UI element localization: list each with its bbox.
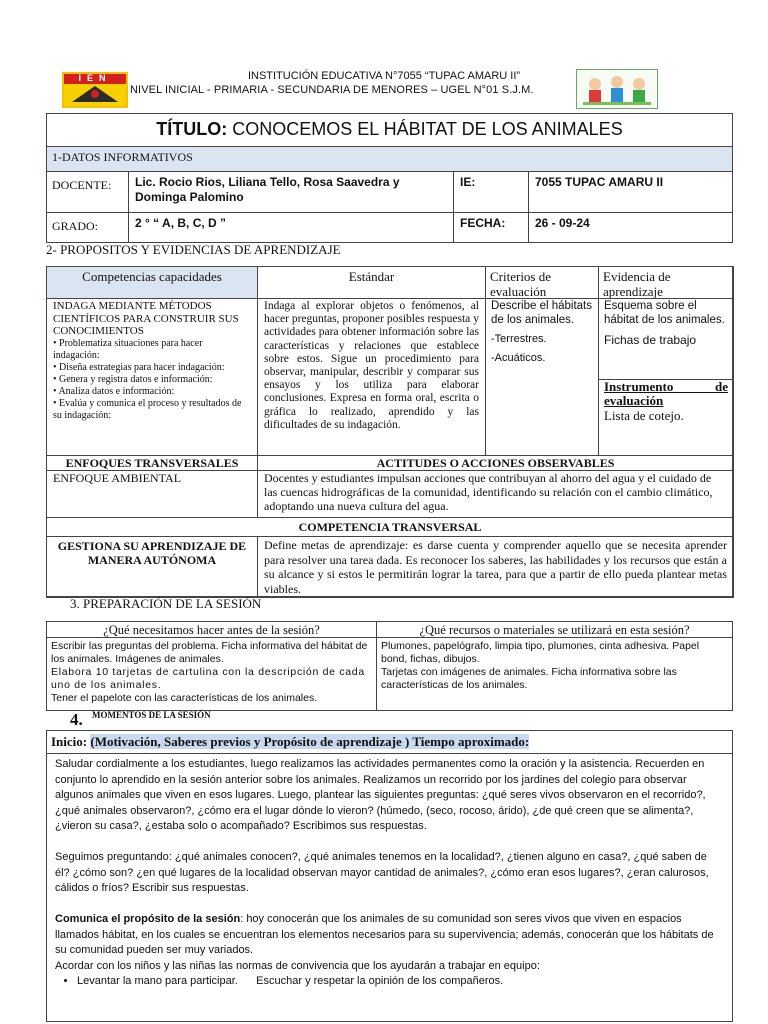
recursos-cell (376, 637, 733, 711)
col-criterios: Criterios de evaluación (485, 266, 599, 299)
actitudes-text: Docentes y estudiantes impulsan acciones que contribuyan al ahorro del agua y el cuidado de las cuencas hidrográficas de la comunidad, identificando su relación con el cambio climático, adoptando una nueva cultura del agua. (257, 470, 734, 518)
col-evidencia: Evidencia de aprendizaje (598, 266, 734, 299)
col-estandar: Estándar (257, 266, 486, 299)
evidencia-fichas: Fichas de trabajo (604, 333, 697, 347)
page-title: TÍTULO: CONOCEMOS EL HÁBITAT DE LOS ANIMALES (46, 113, 733, 147)
normas-intro: Acordar con los niños y las niñas las normas de convivencia que los ayudarán a trabajar en equipo: (55, 959, 540, 972)
preparacion-table (46, 621, 733, 711)
recursos-item: Tarjetas con imágenes de animales. Ficha informativa sobre las características de los animales. (381, 666, 677, 691)
instrumento-value: Lista de cotejo. (604, 408, 684, 423)
estandar-text: Indaga al explorar objetos o fenómenos, al hacer preguntas, proponer posibles respuesta y actividades para obtener información sobre las características y relaciones que establece sobre estos. Sigue un procedimiento para observar, manipular, describir y comparar sus ensayos y los utiliza para elaborar conclusiones. Expresa en forma oral, escrita o gráfica lo realizado, aprendido y las dificultades de su indagación. (257, 298, 486, 456)
instrumento-cell (598, 379, 734, 456)
antes-item: Elabora 10 tarjetas de cartulina con la descripción de cada uno de los animales. (51, 666, 365, 691)
evidencia-cell (598, 298, 734, 380)
ie-value: 7055 TUPAC AMARU II (528, 171, 733, 213)
transversal-desc: Define metas de aprendizaje: es darse cuenta y comprender aquello que se necesita aprender para resolver una tarea dada. Es reconocer los saberes, las habilidades y los recursos que están a su alcance y si estos le permitirán lograr la tarea, para que a partir de ello pueda plantear metas viables. (257, 536, 734, 598)
evidencia-esquema: Esquema sobre el hábitat de los animales. (604, 300, 725, 326)
col-competencias: Competencias capacidades (46, 266, 258, 299)
enfoques-heading: ENFOQUES TRANSVERSALES (46, 455, 258, 471)
section-4-number: 4. (70, 710, 83, 729)
normas-list (55, 974, 723, 990)
transversal-heading: COMPETENCIA TRANSVERSAL (46, 517, 734, 537)
inicio-heading: Inicio: (Motivación, Saberes previos y Propósito de aprendizaje ) Tiempo aproximado: (46, 730, 733, 754)
grado-label: GRADO: (46, 212, 129, 243)
transversal-name: GESTIONA SU APRENDIZAJE DE MANERA AUTÓNOMA (46, 536, 258, 598)
grado-value: 2 ° “ A, B, C, D ” (128, 212, 454, 243)
competencia-cell (46, 298, 258, 456)
norma-item: • Levantar la mano para participar. Escuchar y respetar la opinión de los compañeros. (77, 974, 723, 990)
recursos-item: Plumones, papelógrafo, limpia tipo, plumones, cinta adhesiva. Papel bond, fichas, dibujos. (381, 640, 700, 665)
criterios-cell (485, 298, 599, 456)
col-antes: ¿Qué necesitamos hacer antes de la sesión? (46, 621, 377, 638)
enfoque-ambiental: ENFOQUE AMBIENTAL (46, 470, 258, 518)
datos-heading: 1-DATOS INFORMATIVOS (46, 146, 733, 172)
criterio-terrestres: -Terrestres. (491, 333, 547, 345)
ie-label: IE: (453, 171, 529, 213)
section-2-heading: 2- PROPOSITOS Y EVIDENCIAS DE APRENDIZAJE (46, 242, 341, 257)
logo-letters: IEN (78, 73, 112, 83)
header-institution: INSTITUCIÓN EDUCATIVA N°7055 “TUPAC AMARU II” (247, 70, 521, 82)
fecha-value: 26 - 09-24 (528, 212, 733, 243)
competencia-title: INDAGA MEDIANTE MÉTODOS CIENTÍFICOS PARA CONSTRUIR SUS CONOCIMIENTOS (53, 300, 239, 338)
actitudes-heading: ACTITUDES O ACCIONES OBSERVABLES (257, 455, 734, 471)
header-levels: NIVEL INICIAL - PRIMARIA - SECUNDARIA DE MENORES – UGEL N°01 S.J.M. (130, 84, 534, 96)
section-3-heading: 3. PREPARACIÓN DE LA SESIÓN (70, 596, 262, 611)
instrumento-label: Instrumento de evaluación (604, 379, 728, 408)
docente-value: Lic. Rocio Rios, Liliana Tello, Rosa Saavedra y Dominga Palomino (128, 171, 454, 213)
capacidad-item: • Genera y registra datos e información: (53, 373, 213, 385)
inicio-body (55, 757, 723, 990)
criterio-acuaticos: -Acuáticos. (491, 351, 546, 364)
fecha-label: FECHA: (453, 212, 529, 243)
docente-label: DOCENTE: (46, 171, 129, 213)
children-illustration (576, 69, 658, 109)
col-recursos: ¿Qué recursos o materiales se utilizará en esta sesión? (376, 621, 733, 638)
inicio-paragraph: Seguimos preguntando: ¿qué animales conocen?, ¿qué animales tenemos en la localidad?, ¿tienen alguno en casa?, ¿qué saben de él? ¿cómo son? ¿en qué lugares de la localidad observan mayor cantidad de animales?, ¿cómo eran esos lugares?, ¿eran calurosos, cálidos o fríos? Escribir sus respuestas. (55, 851, 709, 894)
capacidad-item: • Analiza datos e información: (53, 385, 175, 397)
antes-item: Tener el papelote con las características de los animales. (51, 692, 318, 704)
competencias-table (46, 266, 733, 597)
datos-table (46, 113, 733, 243)
section-4-label: MOMENTOS DE LA SESIÓN (92, 710, 211, 720)
inicio-box (46, 730, 733, 1022)
criterio-main: Describe el hábitats de los animales. (491, 300, 592, 326)
capacidad-item: • Diseña estrategias para hacer indagación: (53, 361, 225, 373)
capacidad-item: • Evalúa y comunica el proceso y resultados de su indagación: (53, 397, 242, 421)
capacidad-item: • Problematiza situaciones para hacer indagación: (53, 337, 203, 361)
antes-item: Escribir las preguntas del problema. Ficha informativa del hábitat de los animales. Imágenes de animales. (51, 640, 368, 665)
inicio-paragraph: Saludar cordialmente a los estudiantes, luego realizamos las actividades permanentes como la oración y la asistencia. Recuerden en conjunto lo aprendido en la sesión anterior sobre los animales. Realizamos un recorrido por los jardines del colegio para observar algunos animales que viven en esos lugares. Luego, plantear las siguientes preguntas: ¿qué seres vivos observaron en el recorrido?, ¿qué animales observaron?, ¿cómo era el lugar dónde lo vieron? (húmedo, (seco, rocoso, árido), ¿de qué creen que se alimenta?, ¿vieron su casa?, ¿estaba solo o acompañado? Escribimos sus respuestas. (55, 758, 706, 832)
antes-cell (46, 637, 377, 711)
proposito-paragraph: Comunica el propósito de la sesión: hoy conocerán que los animales de su comunidad son seres vivos que viven en espacios llamados hábitat, en los cuales se encuentran los elementos necesarios para su supervivencia; además, conocerán que los hábitats de su comunidad pueden ser muy variados. (55, 913, 714, 956)
